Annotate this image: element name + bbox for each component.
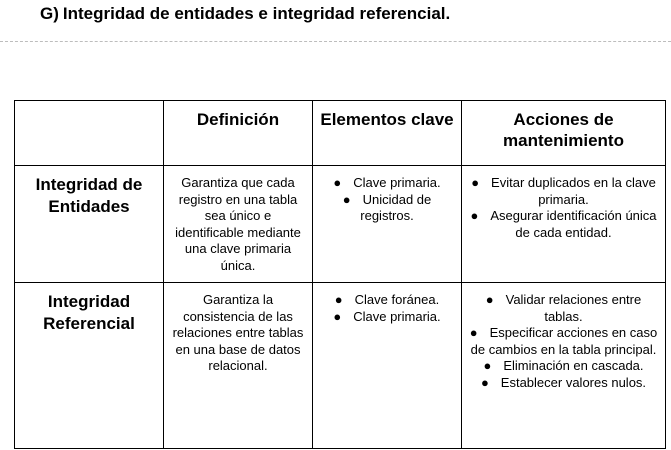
- table-row: [15, 283, 666, 449]
- definition-cell: Garantiza la consistencia de las relaciones entre tablas en una base de datos relacional.: [164, 283, 313, 449]
- definition-cell: Garantiza que cada registro en una tabla sea único e identificable mediante una clave primaria única.: [164, 166, 313, 283]
- bullet-icon: ●: [470, 208, 479, 224]
- bullet-icon: ●: [485, 292, 494, 307]
- header-cell-acciones: Acciones de mantenimiento: [462, 101, 666, 166]
- bullet-icon: ●: [333, 308, 342, 324]
- actions-list: [462, 283, 665, 396]
- list-item: ● Unicidad de registros.: [342, 191, 432, 224]
- section-title: Integridad de entidades e integridad referencial.: [62, 4, 451, 23]
- header-cell-elementos: Elementos clave: [313, 101, 462, 166]
- elements-cell: [313, 166, 462, 283]
- row-title: Integridad de Entidades: [15, 166, 164, 283]
- list-item: ● Establecer valores nulos.: [480, 374, 647, 390]
- integrity-table: [14, 100, 666, 449]
- header-cell-definicion: Definición: [164, 101, 313, 166]
- bullet-icon: ●: [480, 374, 489, 390]
- elements-cell: [313, 283, 462, 449]
- list-item: ● Especificar acciones en caso de cambios en la tabla principal.: [469, 325, 658, 357]
- page-divider: [0, 41, 671, 42]
- bullet-icon: ●: [469, 325, 478, 341]
- table-row: [15, 166, 666, 283]
- table-header-row: [15, 101, 666, 166]
- actions-cell: [462, 166, 666, 283]
- list-item: ● Eliminación en cascada.: [483, 358, 644, 374]
- bullet-icon: ●: [333, 175, 342, 190]
- bullet-icon: ●: [471, 175, 480, 190]
- bullet-icon: ●: [334, 292, 343, 307]
- elements-list: [313, 283, 461, 329]
- section-heading: [40, 4, 450, 24]
- elements-list: [313, 166, 461, 229]
- bullet-icon: ●: [483, 358, 492, 374]
- list-item: ● Clave primaria.: [333, 175, 441, 190]
- list-item: ● Evitar duplicados en la clave primaria.: [471, 175, 656, 207]
- header-cell-empty: [15, 101, 164, 166]
- bullet-icon: ●: [342, 191, 351, 207]
- row-title: Integridad Referencial: [15, 283, 164, 449]
- actions-cell: [462, 283, 666, 449]
- list-item: ● Clave primaria.: [333, 308, 441, 324]
- list-item: ● Clave foránea.: [334, 292, 440, 307]
- section-label: G): [40, 4, 59, 23]
- list-item: ● Validar relaciones entre tablas.: [485, 292, 642, 324]
- actions-list: [462, 166, 665, 245]
- list-item: ● Asegurar identificación única de cada entidad.: [470, 208, 657, 240]
